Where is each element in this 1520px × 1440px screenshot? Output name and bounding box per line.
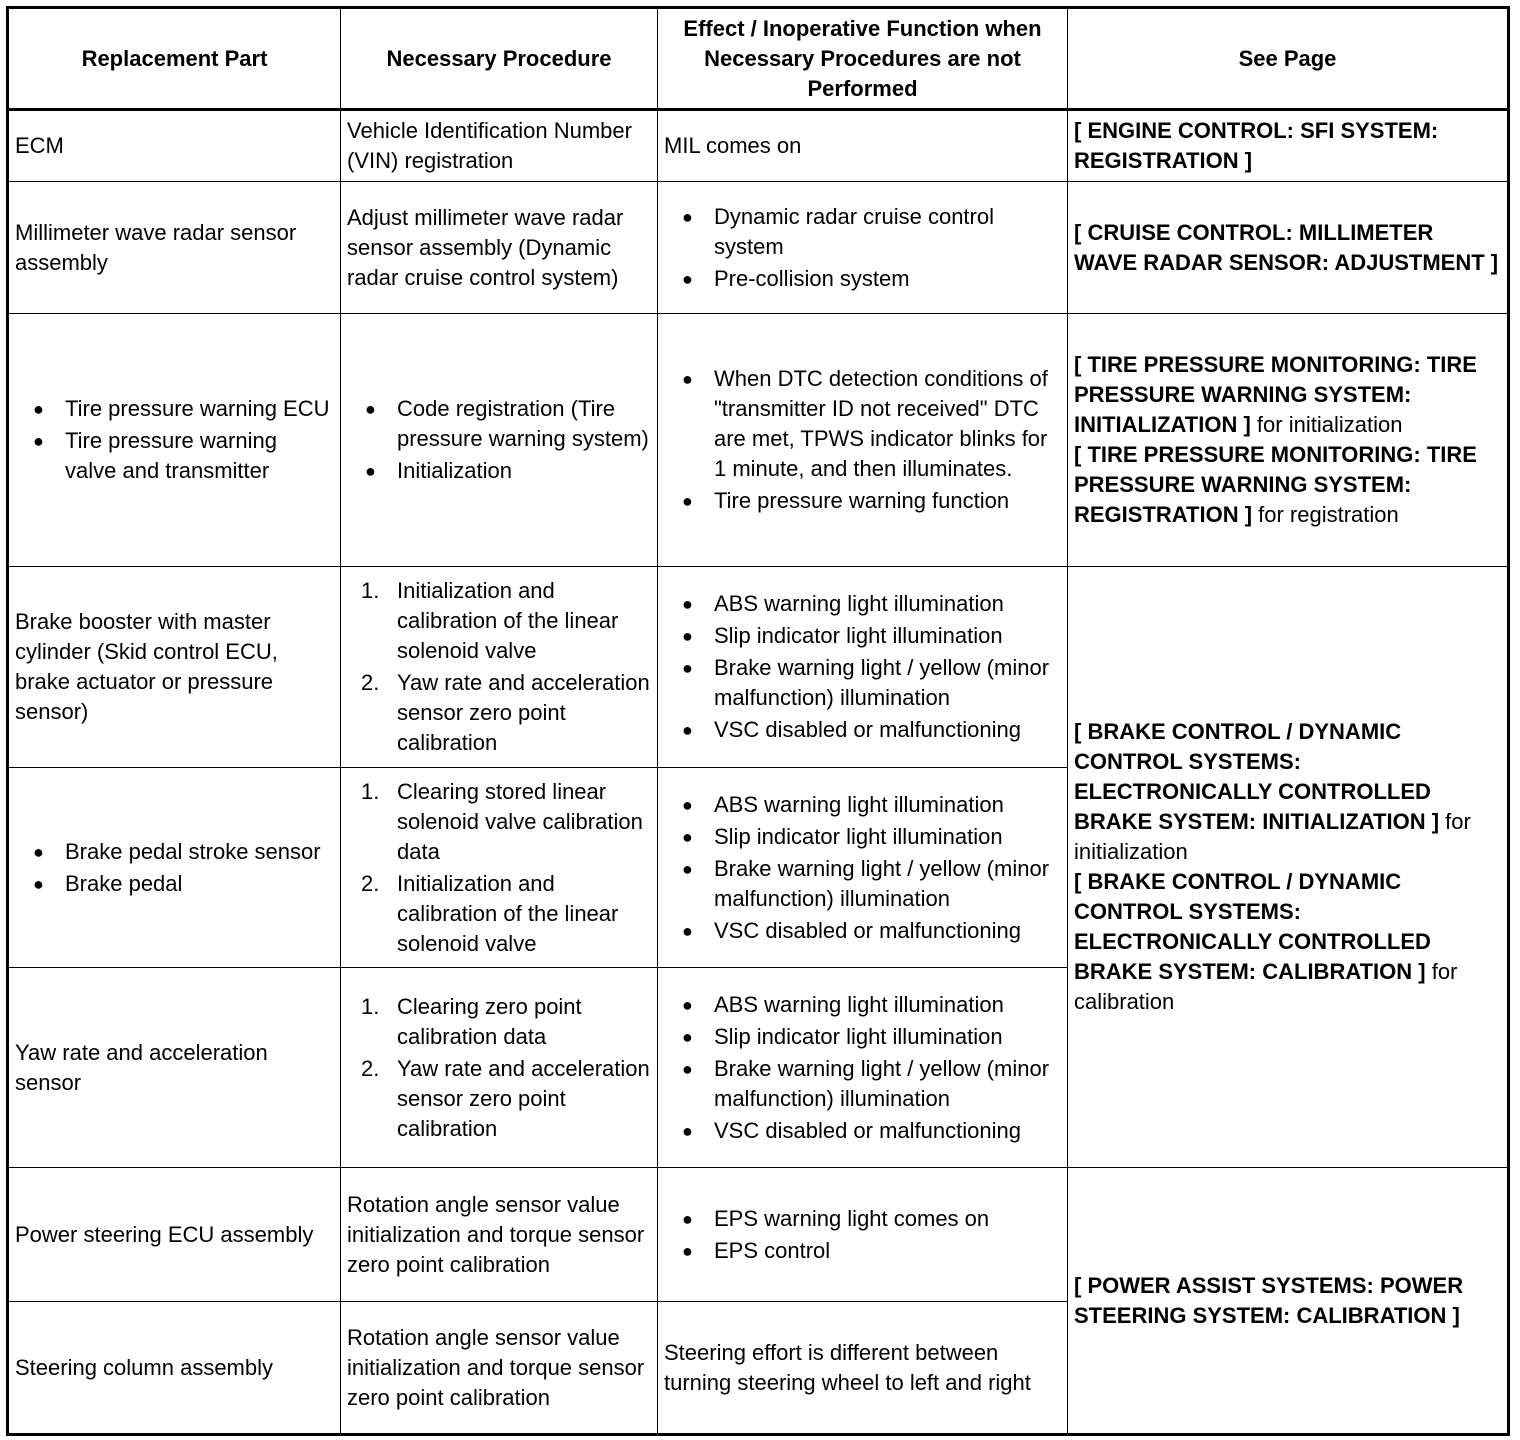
see-page-cell (1068, 1168, 1509, 1435)
list-item (664, 364, 1061, 484)
bullet-list (664, 364, 1061, 516)
see-page-cell (1068, 567, 1509, 1168)
procedure-cell (341, 768, 658, 968)
list-item (664, 1204, 1061, 1234)
list-item (664, 1116, 1061, 1146)
procedure-cell (341, 567, 658, 768)
bullet-list (664, 1204, 1061, 1266)
list-item (347, 777, 651, 867)
part-cell: ECM (8, 110, 341, 182)
list-item (664, 854, 1061, 914)
part-cell (8, 314, 341, 567)
see-page-note: for calibration (1074, 959, 1458, 1014)
list-item-text: Slip indicator light illumination (714, 623, 1003, 648)
see-page-note: for initialization (1250, 412, 1403, 437)
effect-cell (658, 182, 1068, 314)
list-item (664, 621, 1061, 651)
list-item-text: Slip indicator light illumination (714, 823, 1003, 849)
table-row (8, 1168, 1509, 1302)
list-item-text: When DTC detection conditions of "transmitter ID not received" DTC are met, TPWS indicator blinks for 1 minute, and then illuminates. (714, 366, 1048, 481)
list-item (664, 653, 1061, 713)
part-cell: Brake booster with master cylinder (Skid control ECU, brake actuator or pressure sensor) (8, 567, 341, 768)
header-effect: Effect / Inoperative Function when Necessary Procedures are not Performed (658, 8, 1068, 110)
bullet-list (15, 837, 334, 899)
list-item-text: Initialization and calibration of the linear solenoid valve (397, 578, 619, 663)
effect-cell (658, 768, 1068, 968)
see-page-reference: [ BRAKE CONTROL / DYNAMIC CONTROL SYSTEMS: ELECTRONICALLY CONTROLLED BRAKE SYSTEM: CALIBRATION ] (1074, 869, 1431, 984)
procedure-cell: Rotation angle sensor value initialization and torque sensor zero point calibration (341, 1168, 658, 1302)
header-row (8, 8, 1509, 110)
list-item-text: Yaw rate and acceleration sensor zero point calibration (397, 670, 650, 755)
bullet-list (347, 394, 651, 486)
bullet-list (664, 990, 1061, 1146)
list-item-text: Code registration (Tire pressure warning system) (397, 396, 649, 451)
part-cell: Power steering ECU assembly (8, 1168, 341, 1302)
list-item (664, 264, 1061, 294)
see-page-note: for registration (1252, 502, 1399, 527)
list-item (664, 715, 1061, 745)
list-item (15, 426, 334, 486)
procedure-cell: Adjust millimeter wave radar sensor assembly (Dynamic radar cruise control system) (341, 182, 658, 314)
list-item (664, 990, 1061, 1020)
table-row (8, 110, 1509, 182)
procedure-cell (341, 968, 658, 1168)
list-number: 2. (361, 870, 380, 896)
effect-cell (658, 968, 1068, 1168)
effect-cell: Steering effort is different between turning steering wheel to left and right (658, 1302, 1068, 1435)
bullet-list (664, 790, 1061, 946)
list-item-text: Dynamic radar cruise control system (714, 203, 994, 259)
procedure-cell: Rotation angle sensor value initialization and torque sensor zero point calibration (341, 1302, 658, 1435)
list-item-text: Initialization and calibration of the linear solenoid valve (397, 870, 619, 956)
see-page-reference: [ CRUISE CONTROL: MILLIMETER WAVE RADAR SENSOR: ADJUSTMENT ] (1074, 219, 1499, 275)
list-item-text: Yaw rate and acceleration sensor zero point calibration (397, 1055, 650, 1141)
numbered-list (347, 992, 651, 1144)
list-item (664, 486, 1061, 516)
list-item (664, 1022, 1061, 1052)
list-item-text: Clearing stored linear solenoid valve calibration data (397, 778, 643, 864)
list-item-text: Brake warning light / yellow (minor malfunction) illumination (714, 655, 1050, 710)
list-item-text: VSC disabled or malfunctioning (714, 1117, 1021, 1143)
list-item (347, 668, 651, 758)
see-page-reference: [ POWER ASSIST SYSTEMS: POWER STEERING SYSTEM: CALIBRATION ] (1074, 1272, 1464, 1328)
list-item-text: Slip indicator light illumination (714, 1023, 1003, 1049)
list-item (664, 822, 1061, 852)
list-item-text: VSC disabled or malfunctioning (714, 717, 1021, 742)
list-item-text: EPS control (714, 1237, 831, 1263)
list-item-text: ABS warning light illumination (714, 591, 1004, 616)
see-page-reference: [ TIRE PRESSURE MONITORING: TIRE PRESSURE WARNING SYSTEM: REGISTRATION ] (1074, 442, 1477, 527)
list-item (347, 869, 651, 959)
list-number: 1. (361, 778, 380, 804)
list-item-text: Brake warning light / yellow (minor malfunction) illumination (714, 855, 1050, 911)
list-item (347, 394, 651, 454)
header-see-page: See Page (1068, 8, 1509, 110)
list-item (664, 202, 1061, 262)
effect-cell (658, 567, 1068, 768)
list-item (664, 1236, 1061, 1266)
replacement-procedures-table (6, 6, 1510, 1436)
see-page-cell (1068, 182, 1509, 314)
bullet-list (664, 202, 1061, 294)
list-item-text: Tire pressure warning valve and transmitter (65, 428, 277, 483)
see-page-reference: [ ENGINE CONTROL: SFI SYSTEM: REGISTRATION ] (1074, 118, 1439, 173)
list-number: 1. (361, 993, 380, 1019)
list-item (347, 576, 651, 666)
procedure-cell: Vehicle Identification Number (VIN) registration (341, 110, 658, 182)
list-item-text: Brake warning light / yellow (minor malfunction) illumination (714, 1055, 1050, 1111)
header-necessary-procedure: Necessary Procedure (341, 8, 658, 110)
list-item-text: EPS warning light comes on (714, 1205, 990, 1231)
effect-cell (658, 314, 1068, 567)
list-number: 2. (361, 1055, 380, 1081)
part-cell (8, 768, 341, 968)
list-item (15, 869, 334, 899)
list-item-text: ABS warning light illumination (714, 791, 1004, 817)
part-cell: Steering column assembly (8, 1302, 341, 1435)
list-item-text: Tire pressure warning ECU (65, 396, 330, 421)
list-number: 1. (361, 578, 380, 603)
numbered-list (347, 576, 651, 758)
list-item (15, 394, 334, 424)
effect-cell: MIL comes on (658, 110, 1068, 182)
table-row (8, 314, 1509, 567)
bullet-list (15, 394, 334, 486)
list-item-text: ABS warning light illumination (714, 991, 1004, 1017)
list-item (347, 992, 651, 1052)
part-cell: Millimeter wave radar sensor assembly (8, 182, 341, 314)
list-item-text: Pre-collision system (714, 265, 910, 291)
table-row (8, 182, 1509, 314)
list-item-text: Clearing zero point calibration data (397, 993, 582, 1049)
see-page-note: for initialization (1074, 809, 1471, 864)
list-item-text: Initialization (397, 458, 512, 483)
header-replacement-part: Replacement Part (8, 8, 341, 110)
numbered-list (347, 777, 651, 959)
table-row (8, 567, 1509, 768)
list-item (664, 916, 1061, 946)
list-number: 2. (361, 670, 380, 695)
procedure-cell (341, 314, 658, 567)
list-item-text: VSC disabled or malfunctioning (714, 917, 1021, 943)
list-item-text: Brake pedal (65, 870, 183, 896)
see-page-reference: [ TIRE PRESSURE MONITORING: TIRE PRESSURE WARNING SYSTEM: INITIALIZATION ] (1074, 352, 1477, 437)
see-page-cell (1068, 110, 1509, 182)
effect-cell (658, 1168, 1068, 1302)
list-item (664, 589, 1061, 619)
list-item (347, 456, 651, 486)
see-page-reference: [ BRAKE CONTROL / DYNAMIC CONTROL SYSTEMS: ELECTRONICALLY CONTROLLED BRAKE SYSTEM: INITIALIZATION ] (1074, 719, 1440, 834)
list-item (664, 1054, 1061, 1114)
see-page-cell (1068, 314, 1509, 567)
list-item (664, 790, 1061, 820)
bullet-list (664, 589, 1061, 745)
part-cell: Yaw rate and acceleration sensor (8, 968, 341, 1168)
list-item (347, 1054, 651, 1144)
list-item-text: Tire pressure warning function (714, 488, 1010, 513)
list-item (15, 837, 334, 867)
list-item-text: Brake pedal stroke sensor (65, 838, 321, 864)
